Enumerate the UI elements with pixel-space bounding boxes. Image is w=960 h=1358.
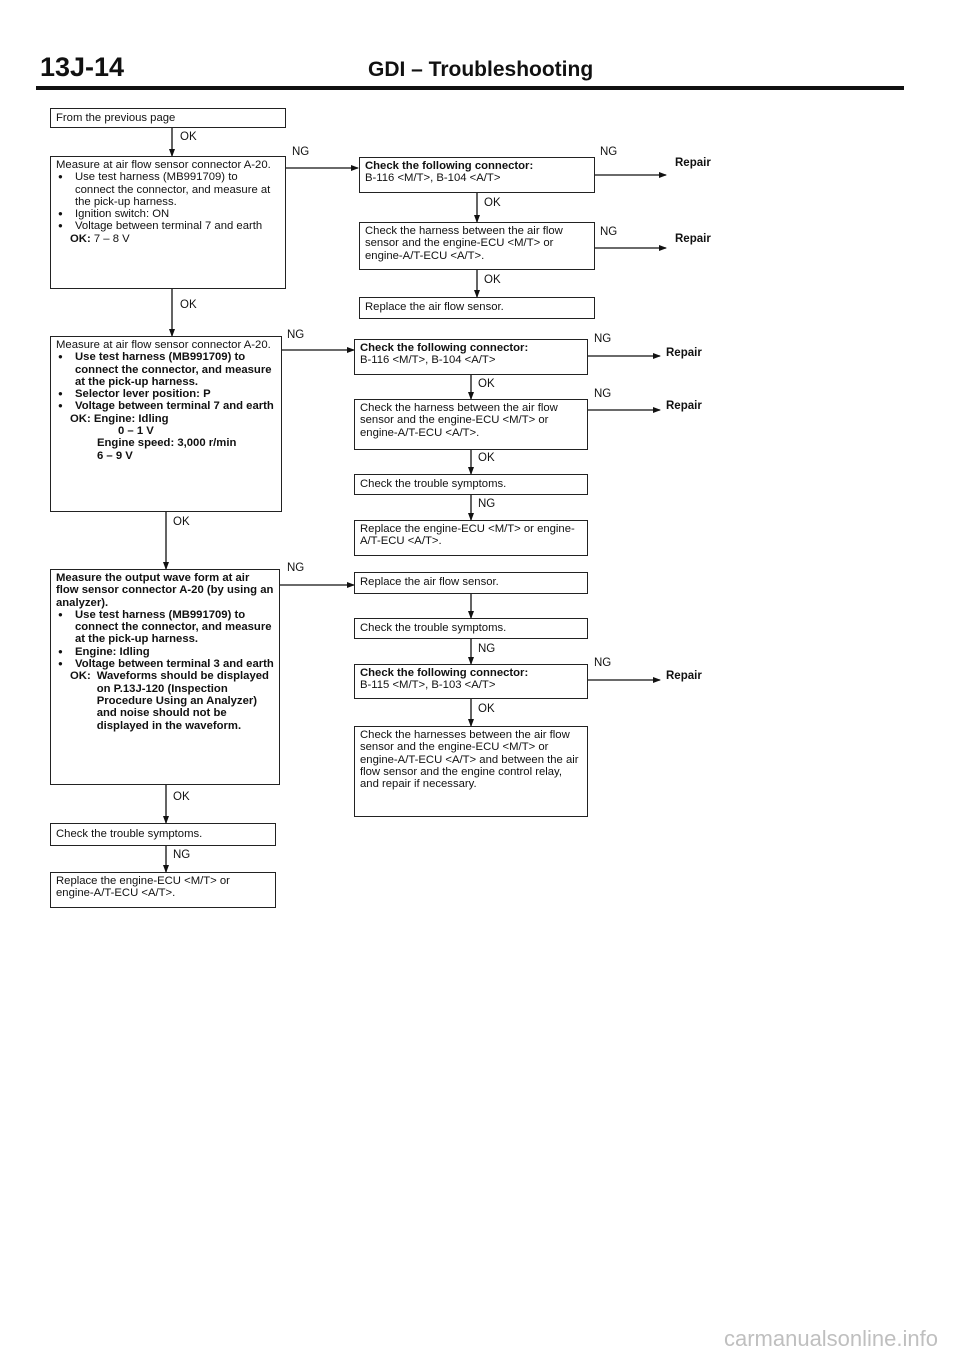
step3-ok-line — [56, 670, 274, 731]
from-previous-page-text: From the previous page — [56, 112, 176, 124]
step-box-1 — [50, 156, 286, 289]
watermark: carmanualsonline.info — [723, 1326, 938, 1351]
ok-label: OK: — [70, 232, 91, 245]
check-symptoms-text: Check the trouble symptoms. — [360, 478, 507, 490]
repair-label: Repair — [675, 157, 711, 169]
step1-bullets — [56, 171, 280, 232]
step1-bullet: ● Voltage between terminal 7 and earth — [56, 220, 280, 232]
step3-bullet: ● Voltage between terminal 3 and earth — [56, 658, 274, 670]
step3-bullet: ● Engine: Idling — [56, 646, 274, 658]
label-ng: NG — [292, 146, 310, 158]
label-ok: OK — [173, 516, 190, 528]
check-symptoms-box — [354, 474, 588, 495]
from-previous-page-box — [50, 108, 286, 128]
label-ok: OK — [478, 452, 495, 464]
step2-ok-line4: 6 – 9 V — [97, 449, 133, 462]
check-symptoms-text: Check the trouble symptoms. — [56, 828, 203, 840]
step2-ok-line1: Engine: Idling — [93, 412, 169, 425]
step2-ok-line2: 0 – 1 V — [118, 425, 154, 438]
check-connector-title: Check the following connector: — [360, 667, 529, 679]
replace-ecu-box — [50, 872, 276, 908]
label-ok: OK — [478, 378, 495, 390]
page-number: 13J-14 — [40, 52, 125, 82]
step1-bullet: ● Ignition switch: ON — [56, 208, 280, 220]
step1-ok-value: 7 – 8 V — [93, 232, 130, 245]
step1-ok-line — [56, 233, 280, 245]
step2-title: Measure at air flow sensor connector A-20. — [56, 339, 271, 351]
step3-bullet: ● Use test harness (MB991709) to connect the connector, and measure at the pick-up harness. — [56, 609, 274, 646]
label-ng: NG — [173, 849, 191, 861]
ok-label: OK: — [70, 670, 91, 683]
step-box-2 — [50, 336, 282, 512]
connector-value: B-115 <M/T>, B-103 <A/T> — [360, 679, 496, 692]
label-ng: NG — [478, 643, 496, 655]
label-ok: OK — [180, 131, 197, 143]
replace-sensor-box-1 — [359, 297, 595, 319]
check-connector-box-3 — [354, 664, 588, 699]
connector-value: B-116 <M/T>, B-104 <A/T> — [360, 354, 496, 367]
check-connector-title: Check the following connector: — [365, 160, 534, 172]
label-ok: OK — [180, 299, 197, 311]
replace-sensor-box-2 — [354, 572, 588, 594]
step2-ok-line3: Engine speed: 3,000 r/min — [97, 437, 237, 450]
step2-bullet: ● Voltage between terminal 7 and earth — [56, 400, 276, 412]
check-harnesses-box — [354, 726, 588, 817]
label-ng: NG — [600, 146, 618, 158]
check-harness-text: Check the harness between the air flow sensor and the engine-ECU <M/T> or engine-A/T-ECU <A/T>. — [360, 402, 558, 439]
label-ng: NG — [478, 498, 496, 510]
check-symptoms-text: Check the trouble symptoms. — [360, 622, 507, 634]
label-ok: OK — [484, 197, 501, 209]
step1-title: Measure at air flow sensor connector A-20. — [56, 159, 271, 171]
label-ok: OK — [173, 791, 190, 803]
step3-bullets — [56, 609, 274, 670]
check-connector-box-2 — [354, 339, 588, 375]
repair-label: Repair — [666, 400, 702, 412]
check-connector-box-1 — [359, 157, 595, 193]
label-ng: NG — [600, 226, 618, 238]
step2-bullet: ● Selector lever position: P — [56, 388, 276, 400]
repair-label: Repair — [666, 347, 702, 359]
ok-label: OK: — [70, 412, 91, 425]
step2-bullet: ● Use test harness (MB991709) to connect the connector, and measure at the pick-up harness. — [56, 351, 276, 388]
check-symptoms-box — [354, 618, 588, 639]
repair-label: Repair — [675, 233, 711, 245]
check-connector-title: Check the following connector: — [360, 342, 529, 354]
replace-ecu-box — [354, 520, 588, 556]
connector-value: B-116 <M/T>, B-104 <A/T> — [365, 172, 501, 185]
check-harness-text: Check the harness between the air flow sensor and the engine-ECU <M/T> or engine-A/T-ECU <A/T>. — [365, 225, 563, 262]
replace-sensor-text: Replace the air flow sensor. — [365, 301, 504, 313]
check-harness-box-2 — [354, 399, 588, 450]
replace-ecu-text: Replace the engine-ECU <M/T> or engine-A/T-ECU <A/T>. — [56, 875, 230, 900]
page-title: GDI – Troubleshooting — [368, 58, 594, 81]
step-box-3 — [50, 569, 280, 785]
step3-title: Measure the output wave form at air flow sensor connector A-20 (by using an analyzer). — [56, 572, 274, 609]
label-ok: OK — [484, 274, 501, 286]
label-ng: NG — [287, 329, 305, 341]
check-harnesses-text: Check the harnesses between the air flow sensor and the engine-ECU <M/T> or engine-A/T-ECU <A/T> and between the air flow sensor and the engine control relay, and repair if necessary. — [360, 729, 579, 791]
step2-ok-line — [56, 413, 276, 425]
step2-bullets — [56, 351, 276, 412]
replace-ecu-text: Replace the engine-ECU <M/T> or engine-A/T-ECU <A/T>. — [360, 523, 575, 548]
step1-bullet: ● Use test harness (MB991709) to connect the connector, and measure at the pick-up harness. — [56, 171, 280, 208]
repair-label: Repair — [666, 670, 702, 682]
label-ng: NG — [287, 562, 305, 574]
check-symptoms-box — [50, 823, 276, 846]
label-ok: OK — [478, 703, 495, 715]
label-ng: NG — [594, 657, 612, 669]
label-ng: NG — [594, 333, 612, 345]
check-harness-box-1 — [359, 222, 595, 270]
replace-sensor-text: Replace the air flow sensor. — [360, 576, 499, 588]
step3-ok-value: Waveforms should be displayed on P.13J-120 (Inspection Procedure Using an Analyzer) and noise should not be displayed in the waveform. — [96, 670, 269, 732]
label-ng: NG — [594, 388, 612, 400]
